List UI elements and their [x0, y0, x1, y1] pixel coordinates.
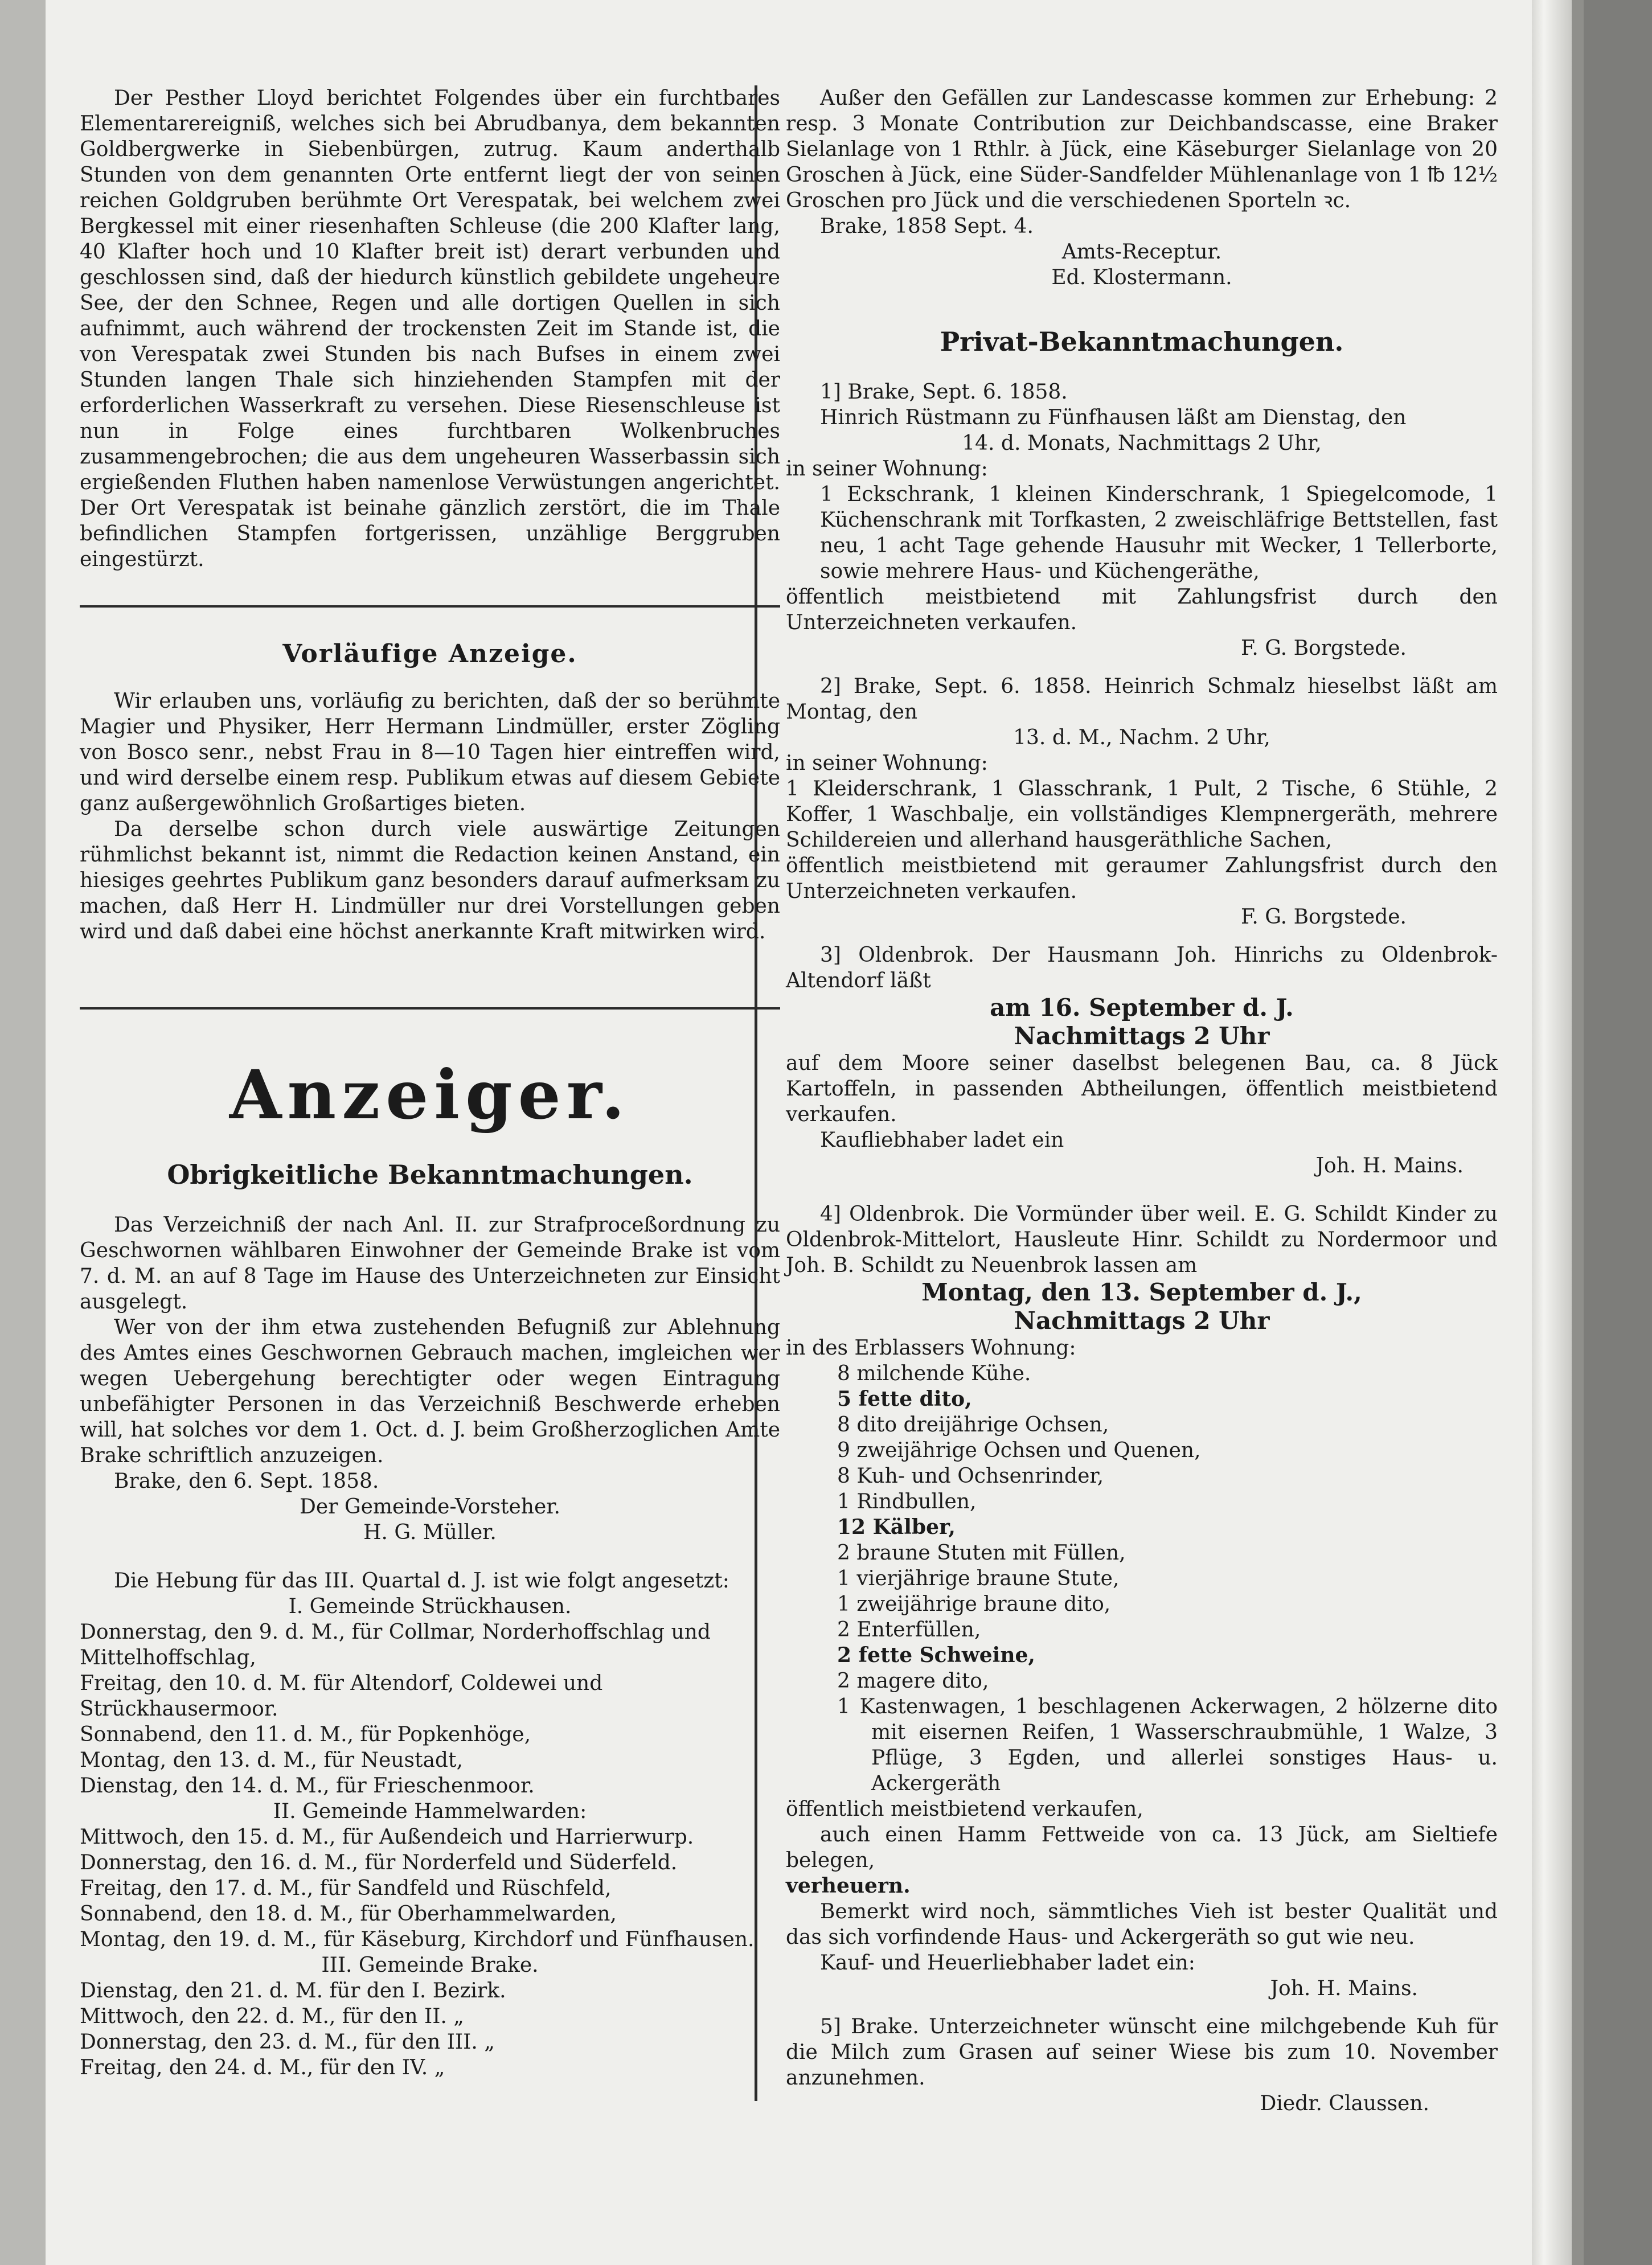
hebung-row: Freitag, den 17. d. M., für Sandfeld und Rüschfeld,: [80, 1877, 612, 1900]
list-item: 2 magere dito,: [837, 1669, 989, 1693]
hebung-heading-1: I. Gemeinde Strückhausen.: [288, 1595, 572, 1618]
ad4-note: Bemerkt wird noch, sämmtliches Vieh ist bester Qualität und das sich vorfindende Haus- und Ackergeräth so gut wie neu.: [786, 1900, 1498, 1949]
list-item: 1 vierjährige braune Stute,: [837, 1567, 1120, 1590]
hebung-row: Donnerstag, den 23. d. M., für den III. „: [80, 2030, 495, 2054]
ad1-intro: Hinrich Rüstmann zu Fünfhausen läßt am Dienstag, den: [820, 406, 1407, 429]
ad5-signature: Diedr. Claussen.: [1260, 2092, 1429, 2115]
backdrop-left: [0, 0, 46, 2265]
hebung-row: Donnerstag, den 16. d. M., für Norderfeld und Süderfeld.: [80, 1851, 678, 1874]
hebung-row: Freitag, den 10. d. M. für Altendorf, Coldewei und Strückhausermoor.: [80, 1672, 603, 1721]
list-item: 8 milchende Kühe.: [837, 1362, 1031, 1385]
ad4-location: in des Erblassers Wohnung:: [786, 1336, 1076, 1360]
ad3-signature: Joh. H. Mains.: [1315, 1154, 1464, 1177]
list-item: 9 zweijährige Ochsen und Quenen,: [837, 1439, 1201, 1462]
list-item: 1 Kastenwagen, 1 beschlagenen Ackerwagen, 2 hölzerne dito mit eisernen Reifen, 1 Wasserschraubmühle, 1 Walze, 3 Pflüge, 3 Egden, und allerlei sonstiges Haus- u. Ackergeräth: [837, 1695, 1498, 1795]
backdrop-right: [1584, 0, 1652, 2265]
ad3-time: Nachmittags 2 Uhr: [1014, 1022, 1270, 1050]
hebung-row: Montag, den 19. d. M., für Käseburg, Kirchdorf und Fünfhausen.: [80, 1928, 755, 1951]
hebung-row: Freitag, den 24. d. M., für den IV. „: [80, 2056, 445, 2079]
list-item: 8 dito dreijährige Ochsen,: [837, 1413, 1109, 1437]
ad2-items: 1 Kleiderschrank, 1 Glasschrank, 1 Pult, 2 Tische, 6 Stühle, 2 Koffer, 1 Waschbalje, ein vollständiges Klempnergeräth, mehrere Schildereien und allerhand hausgeräthliche Sachen,: [786, 777, 1498, 852]
hebung-row: Mittwoch, den 22. d. M., für den II. „: [80, 2005, 464, 2028]
vorlaeufig-title: Vorläufige Anzeige.: [282, 639, 577, 668]
list-item: 8 Kuh- und Ochsenrinder,: [837, 1464, 1104, 1488]
ad4-header: 4] Oldenbrok. Die Vormünder über weil. E. G. Schildt Kinder zu Oldenbrok-Mittelort, Hausleute Hinr. Schildt zu Nordermoor und Joh. B. Schildt zu Neuenbrok lassen am: [786, 1203, 1498, 1277]
lloyd-article: Der Pesther Lloyd berichtet Folgendes über ein furchtbares Elementarereigniß, welches sich bei Abrudbanya, dem bekannten Goldbergwerke in Siebenbürgen, zutrug. Kaum anderthalb Stunden von dem genannten Orte entfernt liegt der von seinen reichen Goldgruben berühmte Ort Verespatak, bei welchem zwei Bergkessel mit einer riesenhaften Schleuse (die 200 Klafter lang, 40 Klafter hoch und 10 Klafter breit ist) derart verbunden und geschlossen sind, daß der hiedurch künstlich gebildete ungeheure See, der den Schnee, Regen und alle dortigen Quellen in sich aufnimmt, auch während der trockensten Zeit im Stande ist, die von Verespatak zwei Stunden bis nach Bufses in einem zwei Stunden langen Thale sich hinziehenden Stampfen mit der erforderlichen Wasserkraft zu versehen. Diese Riesenschleuse ist nun in Folge eines furchtbaren Wolkenbruches zusammengebrochen; die aus dem ungeheuren Wasserbassin sich ergießenden Fluthen haben namenlose Verwüstungen angerichtet. Der Ort Verespatak ist beinahe gänzlich zerstört, die im Thale befindlichen Stampfen fortgerissen, unzählige Berggruben eingestürzt.: [80, 87, 780, 571]
hebung-list-3: [80, 1978, 780, 2081]
list-item: 1 zweijährige braune dito,: [837, 1593, 1111, 1616]
ad4-invite: Kauf- und Heuerliebhaber ladet ein:: [820, 1951, 1195, 1975]
hebung-row: Dienstag, den 14. d. M., für Frieschenmoor.: [80, 1774, 535, 1798]
list-item: 12 Kälber,: [837, 1515, 956, 1539]
receptur-signature-name: Ed. Klostermann.: [1051, 266, 1232, 289]
receptur-paragraph: Außer den Gefällen zur Landescasse kommen zur Erhebung: 2 resp. 3 Monate Contribution zur Deichbandscasse, eine Braker Sielanlage von 1 Rthlr. à Jück, eine Käseburger Sielanlage von 20 Groschen à Jück, eine Süder-Sandfelder Mühlenanlage von 1 ℔ 12½ Groschen pro Jück und die verschiedenen Sporteln ꝛc.: [786, 87, 1498, 212]
anzeiger-heading: Anzeiger.: [229, 1055, 631, 1134]
obrig-signature-name: H. G. Müller.: [363, 1521, 497, 1544]
hebung-row: Mittwoch, den 15. d. M., für Außendeich und Harrierwurp.: [80, 1825, 694, 1849]
ad1-date: 14. d. Monats, Nachmittags 2 Uhr,: [962, 432, 1322, 455]
obrig-paragraph-1: Das Verzeichniß der nach Anl. II. zur Strafproceßordnung zu Geschwornen wählbaren Einwohner der Gemeinde Brake ist vom 7. d. M. an auf 8 Tage im Hause des Unterzeichneten zur Einsicht ausgelegt.: [80, 1213, 780, 1314]
hebung-intro: Die Hebung für das III. Quartal d. J. ist wie folgt angesetzt:: [114, 1569, 729, 1593]
hebung-row: Dienstag, den 21. d. M. für den I. Bezirk.: [80, 1979, 506, 2003]
ad2-date: 13. d. M., Nachm. 2 Uhr,: [1013, 726, 1270, 749]
ad3-header: 3] Oldenbrok. Der Hausmann Joh. Hinrichs zu Oldenbrok-Altendorf läßt: [786, 943, 1498, 992]
left-column: [80, 85, 780, 2081]
ad2-signature: F. G. Borgstede.: [1240, 905, 1407, 929]
ad3-body: auf dem Moore seiner daselbst belegenen Bau, ca. 8 Jück Kartoffeln, in passenden Abtheilungen, öffentlich meistbietend verkaufen.: [786, 1052, 1498, 1126]
ad2-location: in seiner Wohnung:: [786, 752, 988, 775]
hebung-row: Sonnabend, den 11. d. M., für Popkenhöge,: [80, 1723, 531, 1746]
ad3-date: am 16. September d. J.: [990, 994, 1294, 1021]
ad1-header: 1] Brake, Sept. 6. 1858.: [820, 380, 1068, 404]
vorlaeufig-paragraph-2: Da derselbe schon durch viele auswärtige Zeitungen rühmlichst bekannt ist, nimmt die Redaction keinen Anstand, ein hiesiges geehrtes Publikum ganz besonders darauf aufmerksam zu machen, daß Herr H. Lindmüller nur drei Vorstellungen geben wird und daß dabei eine höchst anerkannte Kraft mitwirken wird.: [80, 818, 780, 943]
hebung-heading-2: II. Gemeinde Hammelwarden:: [273, 1800, 587, 1823]
list-item: 2 braune Stuten mit Füllen,: [837, 1541, 1126, 1565]
ad4-tail-sale: öffentlich meistbietend verkaufen,: [786, 1798, 1143, 1821]
receptur-signature-role: Amts-Receptur.: [1061, 240, 1222, 264]
page-edge: [1532, 0, 1572, 2265]
ad2-header: 2] Brake, Sept. 6. 1858. Heinrich Schmalz hieselbst läßt am Montag, den: [786, 675, 1498, 724]
list-item: 5 fette dito,: [837, 1387, 972, 1411]
hebung-row: Sonnabend, den 18. d. M., für Oberhammelwarden,: [80, 1902, 617, 1926]
obrig-signature-role: Der Gemeinde-Vorsteher.: [300, 1495, 560, 1519]
ad4-signature: Joh. H. Mains.: [1270, 1977, 1418, 2000]
ad4-time: Nachmittags 2 Uhr: [1014, 1307, 1270, 1335]
vorlaeufig-paragraph-1: Wir erlauben uns, vorläufig zu berichten, daß der so berühmte Magier und Physiker, Herr Hermann Lindmüller, erster Zögling von Bosco senr., nebst Frau in 8—10 Tagen hier eintreffen wird, und wird derselbe einem resp. Publikum etwas auf diesem Gebiete ganz außergewöhnlich Großartiges bieten.: [80, 690, 780, 815]
obrig-paragraph-2: Wer von der ihm etwa zustehenden Befugniß zur Ablehnung des Amtes eines Geschwornen Gebrauch machen, imgleichen wer wegen Uebergehung berechtigter oder wegen Eintragung unbefähigter Personen in das Verzeichniß Beschwerde erheben will, hat solches vor dem 1. Oct. d. J. beim Großherzoglichen Amte Brake schriftlich anzuzeigen.: [80, 1316, 780, 1467]
newspaper-page: [46, 0, 1572, 2265]
hebung-heading-3: III. Gemeinde Brake.: [321, 1954, 539, 1977]
right-column: [786, 85, 1498, 2116]
ad4-item-list: [786, 1361, 1498, 1796]
ad3-invite: Kaufliebhaber ladet ein: [820, 1129, 1064, 1152]
ad5-text: 5] Brake. Unterzeichneter wünscht eine milchgebende Kuh für die Milch zum Grasen auf seiner Wiese bis zum 10. November anzunehmen.: [786, 2015, 1498, 2090]
hebung-row: Montag, den 13. d. M., für Neustadt,: [80, 1749, 463, 1772]
section-rule: [80, 1007, 780, 1010]
obrig-date: Brake, den 6. Sept. 1858.: [114, 1470, 379, 1493]
ad1-items: 1 Eckschrank, 1 kleinen Kinderschrank, 1 Spiegelcomode, 1 Küchenschrank mit Torfkasten, 2 zweischläfrige Bettstellen, fast neu, 1 acht Tage gehende Hausuhr mit Wecker, 1 Tellerborte, sowie mehrere Haus- und Küchengeräthe,: [820, 483, 1498, 583]
list-item: 1 Rindbullen,: [837, 1490, 977, 1513]
obrigkeitliche-title: Obrigkeitliche Bekanntmachungen.: [167, 1159, 693, 1190]
hebung-row: Donnerstag, den 9. d. M., für Collmar, Norderhoffschlag und Mittelhoffschlag,: [80, 1620, 711, 1669]
ad2-tail: öffentlich meistbietend mit geraumer Zahlungsfrist durch den Unterzeichneten verkaufen.: [786, 854, 1498, 903]
ad4-date: Montag, den 13. September d. J.,: [921, 1278, 1362, 1306]
ad1-signature: F. G. Borgstede.: [1240, 637, 1407, 660]
hebung-list-1: [80, 1619, 780, 1799]
ad4-tail-meadow: auch einen Hamm Fettweide von ca. 13 Jück, am Sieltiefe belegen,: [786, 1823, 1498, 1872]
ad1-tail: öffentlich meistbietend mit Zahlungsfrist durch den Unterzeichneten verkaufen.: [786, 585, 1498, 634]
list-item: 2 fette Schweine,: [837, 1643, 1035, 1667]
receptur-date: Brake, 1858 Sept. 4.: [820, 215, 1034, 238]
list-item: 2 Enterfüllen,: [837, 1618, 981, 1642]
ad4-tail-lease: verheuern.: [786, 1874, 911, 1898]
section-rule: [80, 605, 780, 608]
hebung-list-2: [80, 1824, 780, 1952]
privat-title: Privat-Bekanntmachungen.: [940, 326, 1344, 357]
ad1-location: in seiner Wohnung:: [786, 457, 988, 481]
